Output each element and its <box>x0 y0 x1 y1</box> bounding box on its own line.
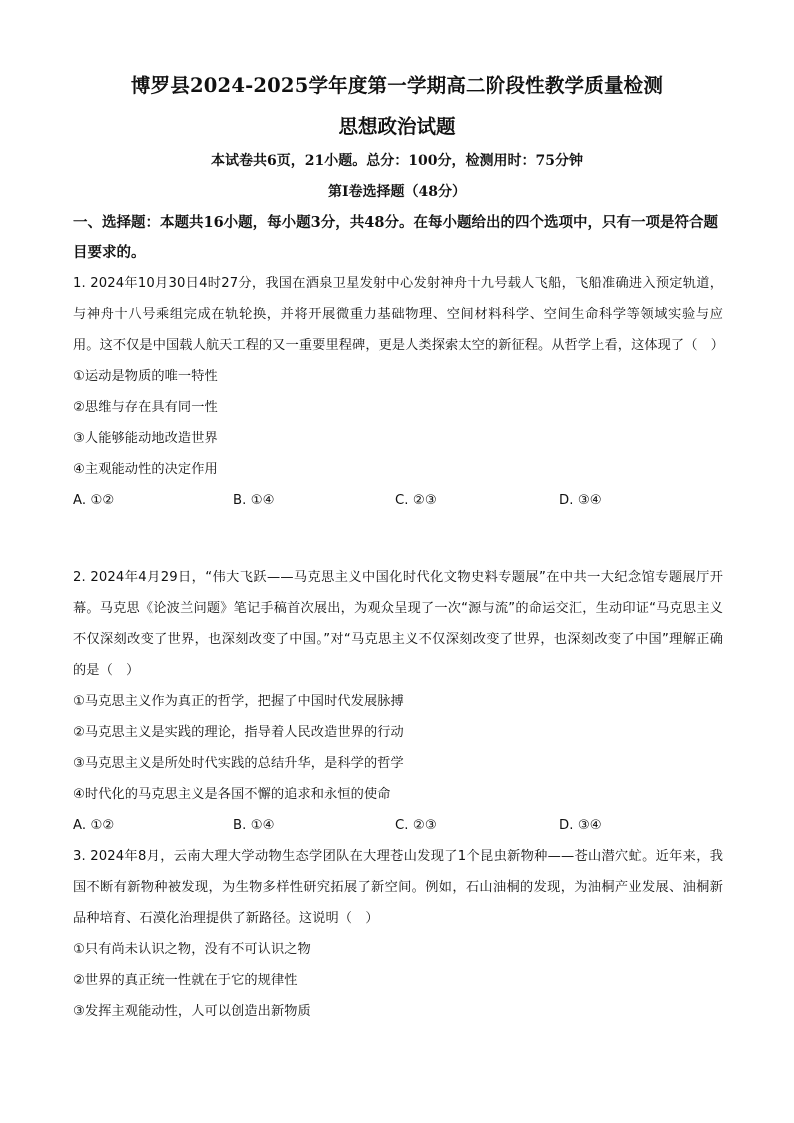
choice-d: D. ③④ <box>559 818 602 833</box>
choice-b: B. ①④ <box>233 493 275 508</box>
question-2 <box>73 562 723 841</box>
choice-c: C. ②③ <box>395 493 437 508</box>
question-3 <box>73 841 723 1027</box>
option-statement: ①马克思主义作为真正的哲学，把握了中国时代发展脉搏 <box>73 694 404 709</box>
choice-d: D. ③④ <box>559 493 602 508</box>
option-statement: ②思维与存在具有同一性 <box>73 400 218 415</box>
part-title: 第Ⅰ卷选择题（48分） <box>327 184 467 200</box>
answer-choices <box>73 485 723 516</box>
option-statement: ④主观能动性的决定作用 <box>73 462 218 477</box>
answer-choices <box>73 810 723 841</box>
choice-a: A. ①② <box>73 818 115 833</box>
option-statement: ②世界的真正统一性就在于它的规律性 <box>73 973 298 988</box>
choice-b: B. ①④ <box>233 818 275 833</box>
option-statement: ③人能够能动地改造世界 <box>73 431 218 446</box>
question-stem: 3. 2024年8月，云南大理大学动物生态学团队在大理苍山发现了1个昆虫新物种——苍山潜穴虻。近年来，我国不断有新物种被发现，为生物多样性研究拓展了新空间。例如，石山油桐的发现，为油桐产业发展、油桐新品种培育、石漠化治理提供了新路径。这说明（ ） <box>73 849 723 926</box>
question-stem: 1. 2024年10月30日4时27分，我国在酒泉卫星发射中心发射神舟十九号载人飞船，飞船准确进入预定轨道，与神舟十八号乘组完成在轨轮换，并将开展微重力基础物理、空间材料科学、空间生命科学等领域实验与应用。这不仅是中国载人航天工程的又一重要里程碑，更是人类探索太空的新征程。从哲学上看，这体现了（ ） <box>73 276 725 353</box>
choice-c: C. ②③ <box>395 818 437 833</box>
option-statement: ②马克思主义是实践的理论，指导着人民改造世界的行动 <box>73 725 404 740</box>
exam-title: 博罗县2024-2025学年度第一学期高二阶段性教学质量检测 <box>130 74 664 97</box>
option-statement: ③马克思主义是所处时代实践的总结升华，是科学的哲学 <box>73 756 404 771</box>
exam-info: 本试卷共6页，21小题。总分：100分，检测用时：75分钟 <box>211 153 583 169</box>
option-statement: ③发挥主观能动性，人可以创造出新物质 <box>73 1004 311 1019</box>
question-stem: 2. 2024年4月29日，“伟大飞跃——马克思主义中国化时代化文物史料专题展”在中共一大纪念馆专题展厅开幕。马克思《论波兰问题》笔记手稿首次展出，为观众呈现了一次“源与流”的命运交汇，生动印证“马克思主义不仅深刻改变了世界，也深刻改变了中国。”对“马克思主义不仅深刻改变了世界，也深刻改变了中国”理解正确的是（ ） <box>73 570 723 678</box>
choice-a: A. ①② <box>73 493 115 508</box>
option-statement: ①只有尚未认识之物，没有不可认识之物 <box>73 942 311 957</box>
option-statement: ④时代化的马克思主义是各国不懈的追求和永恒的使命 <box>73 787 391 802</box>
option-statement: ①运动是物质的唯一特性 <box>73 369 218 384</box>
question-1 <box>73 268 723 516</box>
subject-title: 思想政治试题 <box>338 115 456 138</box>
section-instructions: 一、选择题：本题共16小题，每小题3分，共48分。在每小题给出的四个选项中，只有一项是符合题目要求的。 <box>73 214 718 261</box>
